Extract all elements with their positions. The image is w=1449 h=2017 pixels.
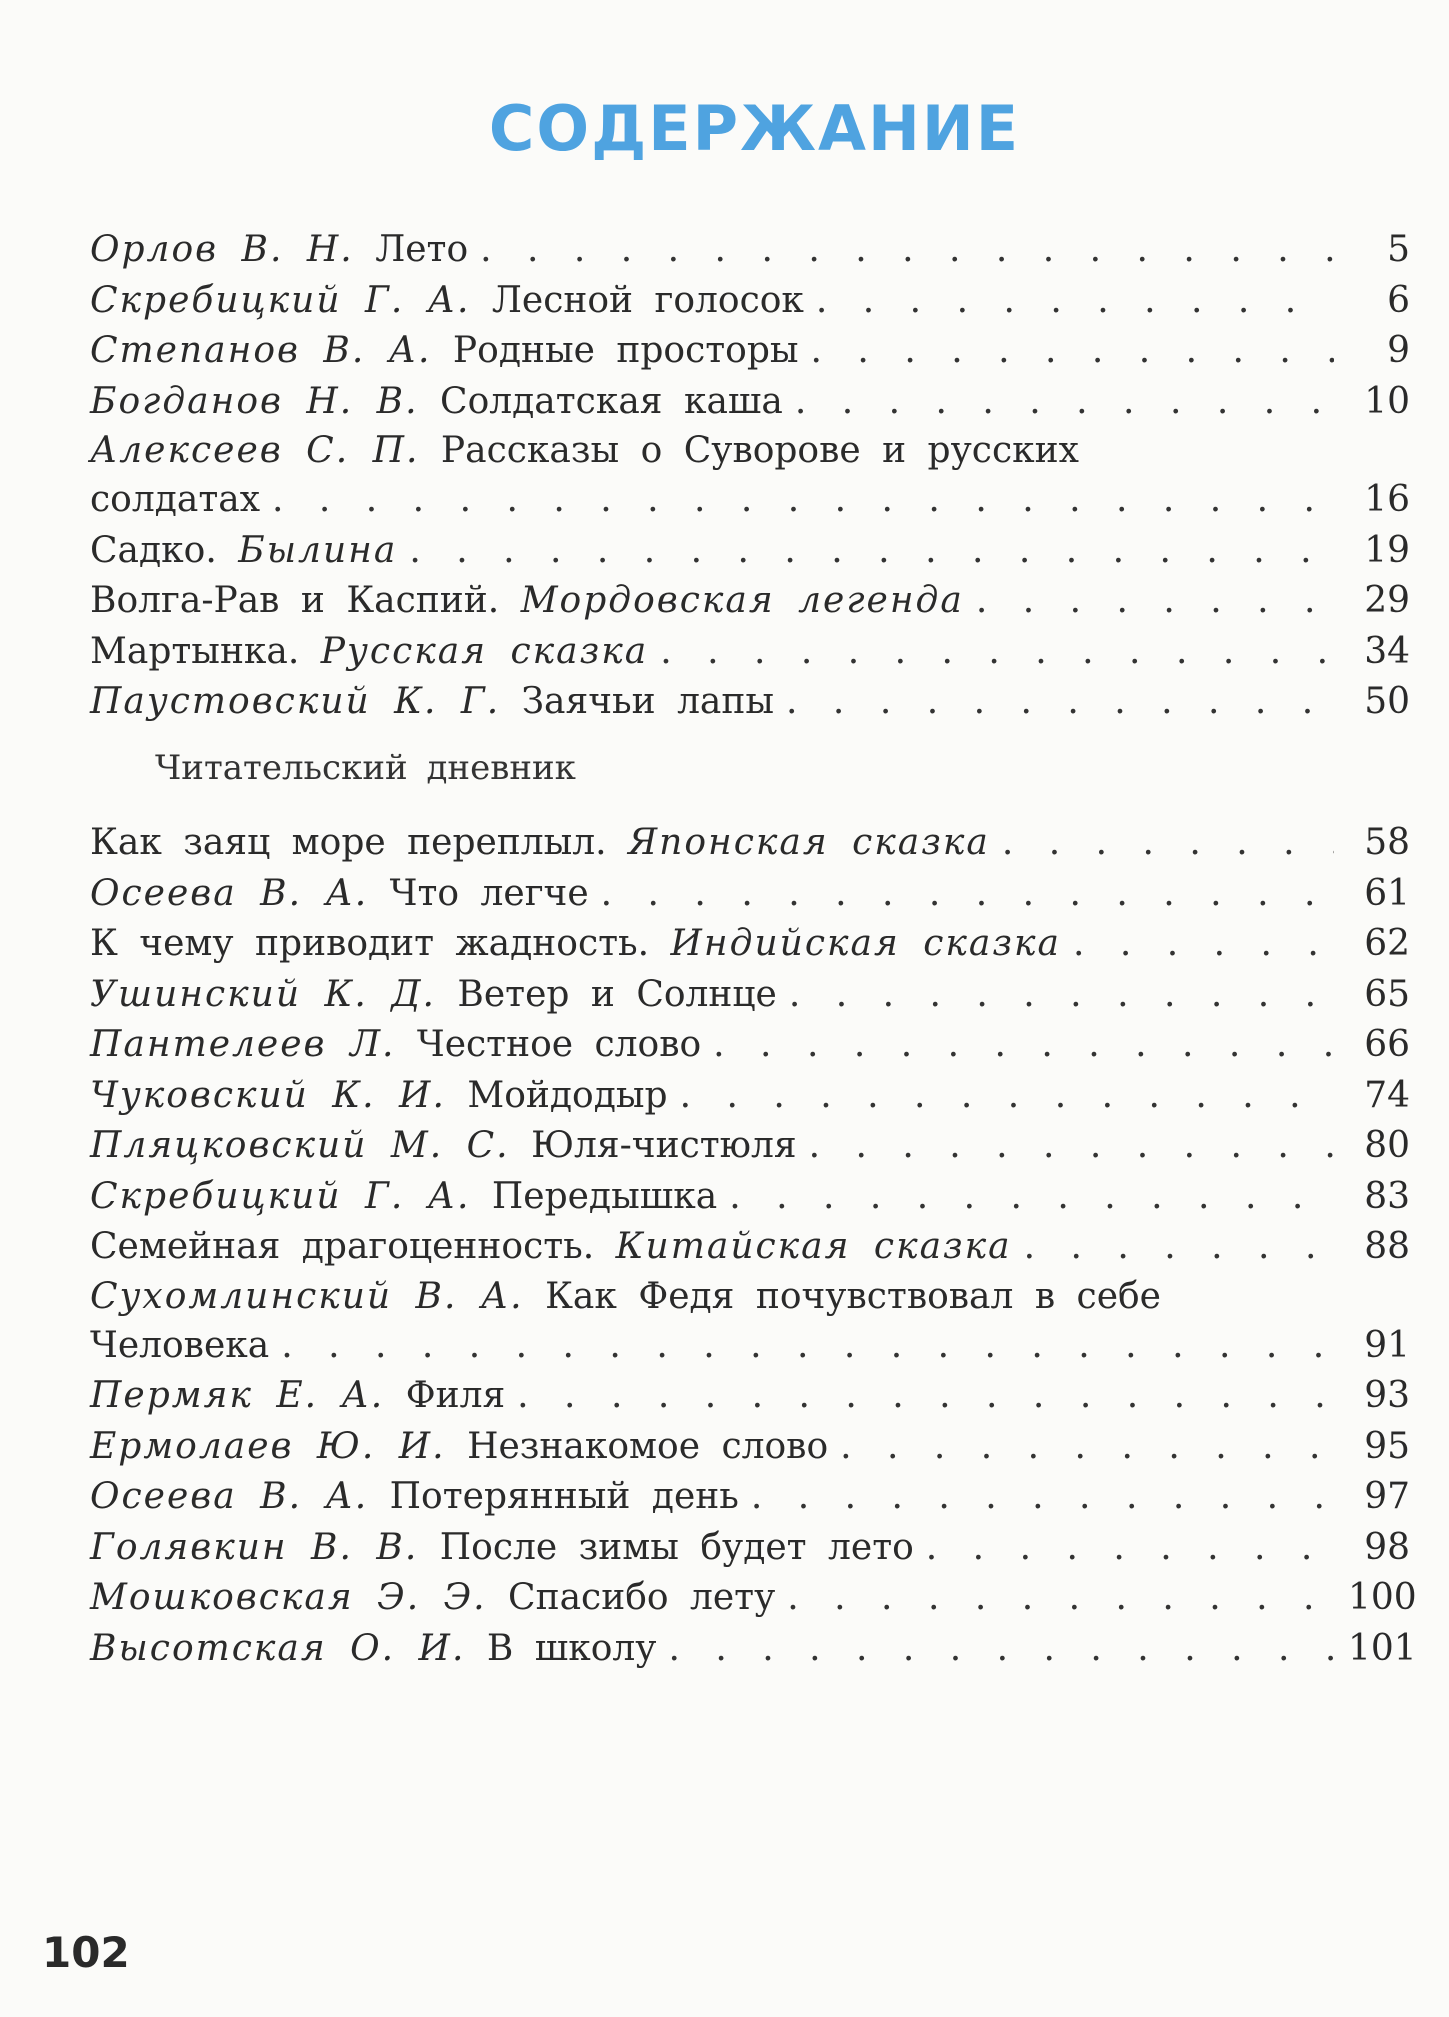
toc-genre: Японская сказка bbox=[628, 822, 990, 863]
toc-entry bbox=[90, 818, 1410, 869]
toc-title: Рассказы о Суворове и русских bbox=[440, 430, 1079, 471]
toc-genre: Китайская сказка bbox=[615, 1226, 1012, 1267]
toc-title: Солдатская каша bbox=[440, 380, 783, 422]
toc-entry bbox=[90, 427, 1410, 526]
toc-genre: Русская сказка bbox=[320, 630, 649, 672]
page-number: 102 bbox=[42, 1928, 130, 1977]
toc-title: Юля-чистюля bbox=[531, 1125, 797, 1166]
toc-entry bbox=[90, 377, 1410, 428]
toc-line bbox=[90, 919, 1410, 970]
toc-entry bbox=[90, 1523, 1410, 1574]
toc-page-number: 80 bbox=[1364, 1125, 1410, 1166]
toc-entry bbox=[90, 1472, 1410, 1523]
toc-author: Чуковский К. И. bbox=[90, 1074, 446, 1116]
toc-author: Пантелеев Л. bbox=[90, 1024, 396, 1065]
toc-author: Сухомлинский В. А. bbox=[90, 1275, 524, 1317]
toc-author: Ушинский К. Д. bbox=[90, 973, 436, 1015]
toc-line bbox=[90, 1523, 1410, 1574]
toc-line bbox=[90, 1222, 1410, 1273]
toc-title: Честное слово bbox=[416, 1024, 702, 1065]
dot-leader bbox=[816, 276, 1334, 327]
toc-genre: Былина bbox=[238, 529, 398, 571]
dot-leader bbox=[811, 326, 1334, 377]
toc-genre: Мордовская легенда bbox=[520, 580, 964, 621]
toc-author: Мошковская Э. Э. bbox=[90, 1577, 487, 1618]
toc-entry bbox=[90, 1422, 1410, 1473]
toc-title: Передышка bbox=[491, 1175, 718, 1217]
toc-entry-text bbox=[90, 326, 799, 377]
toc-page-number: 97 bbox=[1364, 1476, 1410, 1517]
toc-line bbox=[90, 1020, 1410, 1071]
toc-author: Скребицкий Г. А. bbox=[90, 279, 471, 321]
toc-entry bbox=[90, 1121, 1410, 1172]
dot-leader bbox=[517, 1371, 1334, 1422]
toc-title: Заячьи лапы bbox=[521, 681, 775, 722]
toc-entry-text bbox=[90, 1624, 656, 1675]
toc-line bbox=[90, 526, 1410, 577]
dot-leader bbox=[729, 1172, 1334, 1223]
toc-title: После зимы будет лето bbox=[439, 1526, 914, 1568]
dot-leader bbox=[751, 1472, 1334, 1523]
toc-genre: Индийская сказка bbox=[670, 923, 1061, 964]
toc-title-continuation: Человека bbox=[90, 1324, 270, 1366]
toc-line bbox=[90, 225, 1410, 276]
dot-leader bbox=[787, 1573, 1334, 1624]
toc-entry-text bbox=[90, 919, 1061, 970]
toc-entry bbox=[90, 1371, 1410, 1422]
dot-leader bbox=[840, 1422, 1334, 1473]
dot-leader bbox=[409, 526, 1334, 577]
toc-entry-text bbox=[90, 526, 397, 577]
toc-entry-text bbox=[90, 1573, 775, 1624]
toc-title: В школу bbox=[486, 1627, 657, 1669]
toc-title-continuation: солдатах bbox=[90, 479, 261, 520]
toc-line bbox=[90, 677, 1410, 728]
toc-entry-text bbox=[90, 1172, 717, 1223]
toc-entry-text bbox=[90, 427, 1079, 475]
toc-title: Как Федя почувствовал в себе bbox=[545, 1275, 1161, 1317]
toc-title: Садко. bbox=[90, 529, 217, 571]
toc-page-number: 5 bbox=[1387, 229, 1410, 270]
toc-entry-text bbox=[90, 1222, 1012, 1273]
toc-author: Богданов Н. В. bbox=[90, 380, 419, 422]
toc-entry bbox=[90, 677, 1410, 728]
toc-entry-text bbox=[90, 1121, 797, 1172]
toc-title: Что легче bbox=[389, 872, 589, 914]
toc-page-number: 61 bbox=[1364, 872, 1410, 914]
toc-page-number: 62 bbox=[1364, 923, 1410, 964]
toc-entry-text bbox=[90, 1472, 739, 1523]
toc-page-number: 74 bbox=[1364, 1074, 1410, 1116]
toc-title: Ветер и Солнце bbox=[457, 973, 777, 1015]
toc-entry bbox=[90, 1222, 1410, 1273]
toc-page-number: 50 bbox=[1364, 681, 1410, 722]
toc-entry bbox=[90, 1071, 1410, 1122]
toc-author: Орлов В. Н. bbox=[90, 229, 354, 270]
toc-author: Осеева В. А. bbox=[90, 1476, 369, 1517]
toc-line bbox=[90, 1573, 1417, 1624]
toc-page-number: 100 bbox=[1348, 1577, 1417, 1618]
toc-line bbox=[90, 1422, 1410, 1473]
table-of-contents-part-2 bbox=[90, 818, 1417, 1674]
toc-page-number: 58 bbox=[1364, 822, 1410, 863]
toc-author: Степанов В. А. bbox=[90, 330, 432, 371]
toc-entry bbox=[90, 225, 1410, 276]
toc-author: Скребицкий Г. А. bbox=[90, 1175, 471, 1217]
toc-entry bbox=[90, 276, 1410, 327]
toc-title: Потерянный день bbox=[389, 1476, 739, 1517]
dot-leader bbox=[680, 1071, 1334, 1122]
toc-title: Филя bbox=[405, 1375, 506, 1416]
toc-title: Лето bbox=[375, 229, 469, 270]
toc-title: Семейная драгоценность. bbox=[90, 1226, 595, 1267]
toc-entry-text bbox=[90, 377, 783, 428]
toc-line bbox=[90, 1172, 1410, 1223]
toc-title: Мартынка. bbox=[90, 630, 300, 672]
toc-entry-text bbox=[90, 1020, 701, 1071]
dot-leader bbox=[789, 970, 1334, 1021]
toc-entry-text bbox=[90, 627, 648, 678]
toc-entry-text bbox=[90, 677, 774, 728]
toc-author: Пляцковский М. С. bbox=[90, 1125, 510, 1166]
toc-title: Мойдодыр bbox=[467, 1074, 668, 1116]
toc-line bbox=[90, 576, 1410, 627]
toc-title: Как заяц море переплыл. bbox=[90, 822, 607, 863]
toc-entry bbox=[90, 1573, 1417, 1624]
page-title: СОДЕРЖАНИЕ bbox=[488, 92, 1021, 165]
toc-page-number: 98 bbox=[1364, 1526, 1410, 1568]
table-of-contents-part-1 bbox=[90, 225, 1410, 728]
toc-title: К чему приводит жадность. bbox=[90, 923, 650, 964]
toc-entry-text bbox=[90, 1371, 505, 1422]
dot-leader bbox=[976, 576, 1334, 627]
toc-entry-text bbox=[90, 970, 777, 1021]
toc-entry bbox=[90, 627, 1410, 678]
toc-page-number: 6 bbox=[1387, 279, 1410, 321]
toc-page-number: 88 bbox=[1364, 1226, 1410, 1267]
dot-leader bbox=[272, 475, 1334, 526]
dot-leader bbox=[601, 869, 1334, 920]
toc-title: Родные просторы bbox=[452, 330, 799, 371]
dot-leader bbox=[786, 677, 1334, 728]
dot-leader bbox=[281, 1321, 1334, 1372]
toc-entry-text bbox=[90, 225, 468, 276]
dot-leader bbox=[795, 377, 1334, 428]
toc-page-number: 66 bbox=[1364, 1024, 1410, 1065]
dot-leader bbox=[480, 225, 1334, 276]
toc-entry bbox=[90, 1624, 1417, 1675]
toc-entry-text bbox=[90, 869, 589, 920]
toc-line bbox=[90, 276, 1410, 327]
toc-line bbox=[90, 1273, 1410, 1321]
toc-entry bbox=[90, 326, 1410, 377]
toc-line bbox=[90, 377, 1410, 428]
toc-line bbox=[90, 1321, 1410, 1372]
toc-page-number: 83 bbox=[1364, 1175, 1410, 1217]
dot-leader bbox=[713, 1020, 1334, 1071]
toc-author: Паустовский К. Г. bbox=[90, 681, 501, 722]
toc-line bbox=[90, 970, 1410, 1021]
section-heading: Читательский дневник bbox=[155, 748, 576, 788]
toc-entry-text bbox=[90, 276, 804, 327]
toc-author: Осеева В. А. bbox=[90, 872, 369, 914]
toc-line bbox=[90, 427, 1410, 475]
toc-page-number: 65 bbox=[1364, 973, 1410, 1015]
toc-line bbox=[90, 627, 1410, 678]
toc-entry-text bbox=[90, 1273, 1161, 1321]
toc-title: Незнакомое слово bbox=[467, 1425, 829, 1467]
toc-entry bbox=[90, 869, 1410, 920]
toc-page-number: 29 bbox=[1364, 580, 1410, 621]
toc-line bbox=[90, 475, 1410, 526]
toc-author: Пермяк Е. А. bbox=[90, 1375, 385, 1416]
toc-author: Ермолаев Ю. И. bbox=[90, 1425, 446, 1467]
toc-entry bbox=[90, 1172, 1410, 1223]
dot-leader bbox=[668, 1624, 1334, 1675]
toc-entry bbox=[90, 970, 1410, 1021]
toc-title: Волга-Рав и Каспий. bbox=[90, 580, 500, 621]
toc-page-number: 10 bbox=[1364, 380, 1410, 422]
toc-page-number: 16 bbox=[1364, 479, 1410, 520]
dot-leader bbox=[1002, 818, 1334, 869]
toc-line bbox=[90, 1121, 1410, 1172]
dot-leader bbox=[926, 1523, 1334, 1574]
toc-author: Голявкин В. В. bbox=[90, 1526, 419, 1568]
toc-page-number: 95 bbox=[1364, 1425, 1410, 1467]
toc-line bbox=[90, 1472, 1410, 1523]
toc-page-number: 19 bbox=[1364, 529, 1410, 571]
dot-leader bbox=[809, 1121, 1334, 1172]
toc-line bbox=[90, 1071, 1410, 1122]
dot-leader bbox=[660, 627, 1334, 678]
toc-page-number: 93 bbox=[1364, 1375, 1410, 1416]
toc-title: Спасибо лету bbox=[508, 1577, 776, 1618]
toc-entry bbox=[90, 919, 1410, 970]
toc-page-number: 9 bbox=[1387, 330, 1410, 371]
toc-line bbox=[90, 818, 1410, 869]
toc-entry-text bbox=[90, 1071, 668, 1122]
dot-leader bbox=[1024, 1222, 1334, 1273]
toc-title: Лесной голосок bbox=[491, 279, 804, 321]
toc-entry bbox=[90, 576, 1410, 627]
toc-page-number: 91 bbox=[1364, 1324, 1410, 1366]
toc-line bbox=[90, 1371, 1410, 1422]
toc-entry bbox=[90, 1020, 1410, 1071]
toc-entry-text bbox=[90, 1523, 914, 1574]
toc-entry-text bbox=[90, 576, 964, 627]
dot-leader bbox=[1073, 919, 1334, 970]
toc-author: Алексеев С. П. bbox=[90, 430, 420, 471]
toc-entry bbox=[90, 526, 1410, 577]
toc-page-number: 34 bbox=[1364, 630, 1410, 672]
toc-line bbox=[90, 1624, 1417, 1675]
toc-author: Высотская О. И. bbox=[90, 1627, 466, 1669]
toc-entry-text bbox=[90, 818, 990, 869]
toc-entry-text bbox=[90, 1422, 828, 1473]
toc-line bbox=[90, 326, 1410, 377]
toc-entry bbox=[90, 1273, 1410, 1372]
toc-line bbox=[90, 869, 1410, 920]
toc-page-number: 101 bbox=[1348, 1627, 1417, 1669]
